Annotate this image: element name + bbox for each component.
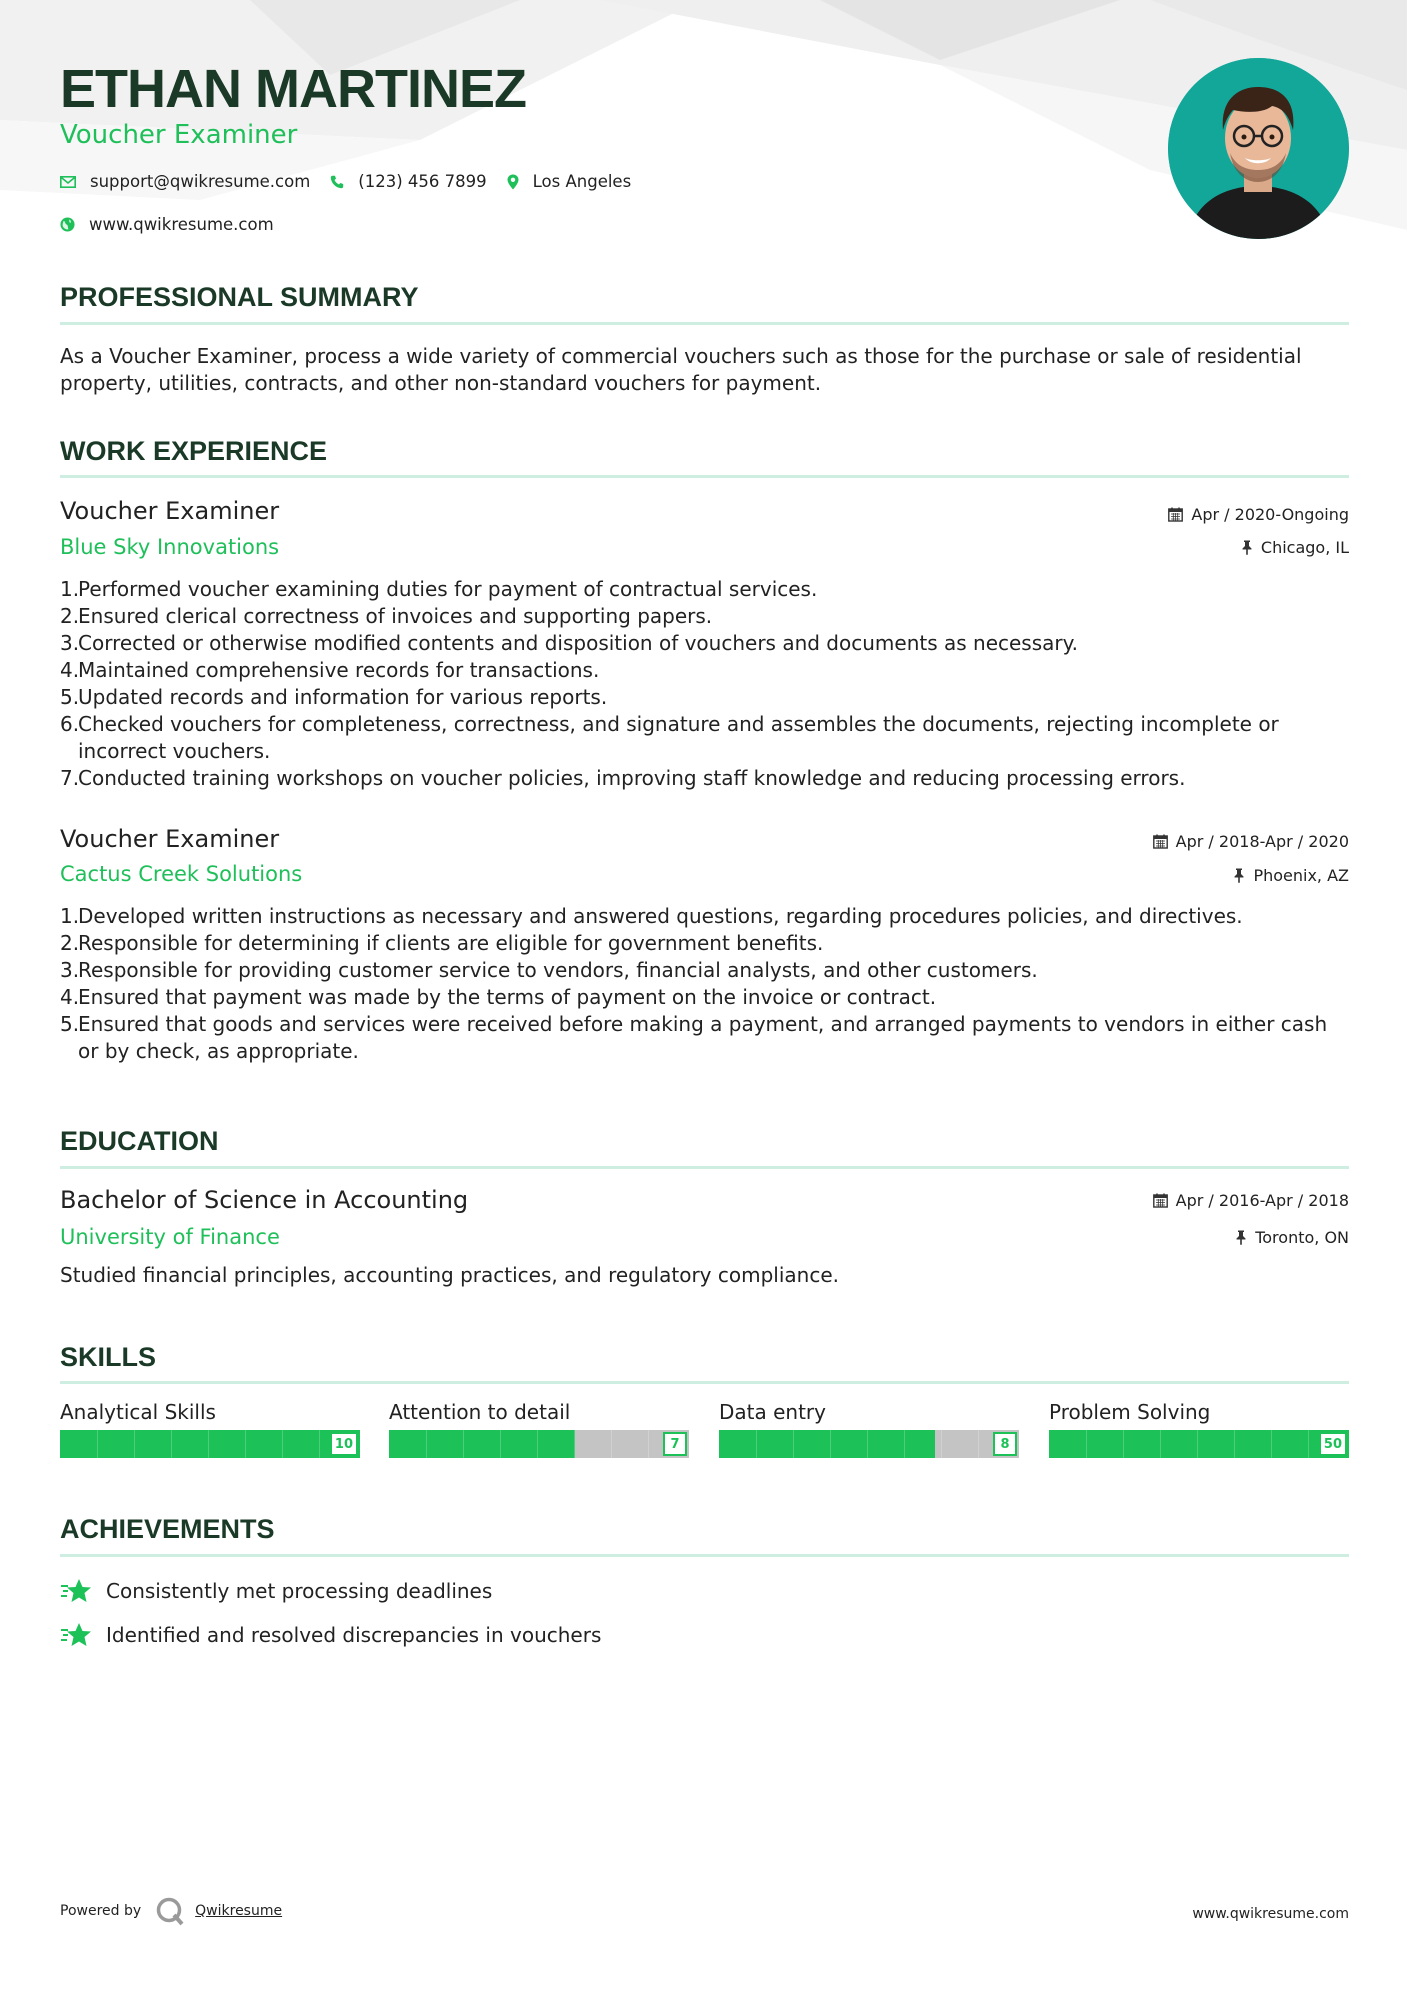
skill-bar-segment <box>1234 1430 1235 1458</box>
achievement-text: Consistently met processing deadlines <box>106 1579 493 1603</box>
list-item: 4. Maintained comprehensive records for transactions. <box>60 658 600 682</box>
list-item: 7. Conducted training workshops on voucher policies, improving staff knowledge and reducing processing errors. <box>60 766 1186 790</box>
email-text: support@qwikresume.com <box>90 172 311 191</box>
job-location <box>1233 866 1349 885</box>
list-item: 4. Ensured that payment was made by the terms of payment on the invoice or contract. <box>60 985 937 1009</box>
skills-heading: SKILLS <box>60 1342 157 1372</box>
skill-bar-segment <box>648 1430 649 1458</box>
education-location-text: Toronto, ON <box>1255 1228 1349 1247</box>
skill-bar-segment <box>537 1430 538 1458</box>
list-item: 2. Responsible for determining if clients are eligible for government benefits. <box>60 931 824 955</box>
list-item: 5. Ensured that goods and services were received before making a payment, and arranged payments to vendors in either cash or by check, as appropriate. <box>60 1012 1328 1063</box>
skill-bar-segment <box>867 1430 868 1458</box>
candidate-title: Voucher Examiner <box>60 120 298 150</box>
education-heading: EDUCATION <box>60 1126 219 1156</box>
skill-bar-segment <box>830 1430 831 1458</box>
achievements-heading: ACHIEVEMENTS <box>60 1514 275 1544</box>
skill-value: 10 <box>330 1432 358 1456</box>
job-title: Voucher Examiner <box>60 825 280 853</box>
star-icon <box>60 1577 92 1605</box>
section-divider <box>60 1554 1349 1557</box>
resume-page <box>60 0 1349 1990</box>
skill-bar-segment <box>463 1430 464 1458</box>
skill-bar-segment <box>611 1430 612 1458</box>
skill-value: 50 <box>1319 1432 1347 1456</box>
qwikresume-logo-icon <box>155 1896 185 1926</box>
degree-title: Bachelor of Science in Accounting <box>60 1186 469 1214</box>
list-item: 2. Ensured clerical correctness of invoices and supporting papers. <box>60 604 713 628</box>
list-item: 1. Performed voucher examining duties for payment of contractual services. <box>60 577 818 601</box>
job-location-text: Chicago, IL <box>1260 538 1349 557</box>
skill-bar <box>389 1430 689 1458</box>
footer-website[interactable]: www.qwikresume.com <box>1192 1906 1349 1922</box>
skill-bar-segment <box>978 1430 979 1458</box>
location-text: Los Angeles <box>532 172 632 191</box>
map-pin-icon <box>507 174 519 190</box>
star-icon <box>60 1621 92 1649</box>
section-divider <box>60 475 1349 478</box>
section-divider <box>60 1166 1349 1169</box>
skill-bar-segment <box>245 1430 246 1458</box>
phone-text: (123) 456 7899 <box>358 172 487 191</box>
skill-bar-segment <box>1271 1430 1272 1458</box>
powered-by-text: Powered by <box>60 1903 142 1919</box>
skill-bar-segment <box>904 1430 905 1458</box>
job-title: Voucher Examiner <box>60 497 280 525</box>
skill-label: Analytical Skills <box>60 1400 216 1424</box>
skill-bar-segment <box>97 1430 98 1458</box>
calendar-icon <box>1168 507 1183 522</box>
skill-bar-segment <box>793 1430 794 1458</box>
summary-heading: PROFESSIONAL SUMMARY <box>60 282 419 312</box>
globe-icon <box>60 217 75 232</box>
skill-bar-segment <box>1086 1430 1087 1458</box>
skill-bar-segment <box>426 1430 427 1458</box>
experience-heading: WORK EXPERIENCE <box>60 436 328 466</box>
section-divider <box>60 1381 1349 1384</box>
skill-bar <box>719 1430 1019 1458</box>
skill-bar <box>60 1430 360 1458</box>
skill-bar-segment <box>574 1430 575 1458</box>
skill-bar-segment <box>208 1430 209 1458</box>
skill-bar <box>1049 1430 1349 1458</box>
pushpin-icon <box>1233 868 1245 883</box>
calendar-icon <box>1153 834 1168 849</box>
job-location-text: Phoenix, AZ <box>1253 866 1349 885</box>
skill-bar-segment <box>319 1430 320 1458</box>
company-name: Cactus Creek Solutions <box>60 862 303 886</box>
skill-label: Attention to detail <box>389 1400 571 1424</box>
education-dates <box>1153 1191 1349 1210</box>
calendar-icon <box>1153 1193 1168 1208</box>
list-item: 3. Responsible for providing customer service to vendors, financial analysts, and other customers. <box>60 958 1038 982</box>
education-location <box>1235 1228 1349 1247</box>
skill-bar-segment <box>171 1430 172 1458</box>
job-duties-list <box>60 576 1349 792</box>
skill-bar-fill <box>389 1430 575 1458</box>
achievement-text: Identified and resolved discrepancies in vouchers <box>106 1623 602 1647</box>
education-dates-text: Apr / 2016-Apr / 2018 <box>1175 1191 1349 1210</box>
envelope-icon <box>60 176 76 188</box>
skill-bar-segment <box>1160 1430 1161 1458</box>
list-item: 3. Corrected or otherwise modified contents and disposition of vouchers and documents as necessary. <box>60 631 1078 655</box>
skill-bar-segment <box>941 1430 942 1458</box>
skill-bar-segment <box>134 1430 135 1458</box>
skill-label: Data entry <box>719 1400 826 1424</box>
achievement-item <box>60 1621 601 1649</box>
section-divider <box>60 322 1349 325</box>
skill-bar-segment <box>282 1430 283 1458</box>
list-item: 5. Updated records and information for various reports. <box>60 685 608 709</box>
skill-label: Problem Solving <box>1049 1400 1211 1424</box>
skill-bar-segment <box>1123 1430 1124 1458</box>
skill-bar-fill <box>1049 1430 1349 1458</box>
job-location <box>1241 538 1349 557</box>
skill-value: 7 <box>663 1432 687 1456</box>
candidate-name: ETHAN MARTINEZ <box>60 59 526 119</box>
phone-icon <box>330 175 344 189</box>
profile-photo <box>1168 58 1349 239</box>
contact-website[interactable] <box>60 215 294 234</box>
job-dates <box>1153 832 1349 851</box>
pushpin-icon <box>1241 540 1253 555</box>
education-description: Studied financial principles, accounting practices, and regulatory compliance. <box>60 1263 839 1287</box>
company-name: Blue Sky Innovations <box>60 535 280 559</box>
skill-bar-fill <box>60 1430 360 1458</box>
job-dates-text: Apr / 2020-Ongoing <box>1191 505 1349 524</box>
skill-bar-segment <box>500 1430 501 1458</box>
job-dates-text: Apr / 2018-Apr / 2020 <box>1175 832 1349 851</box>
school-name: University of Finance <box>60 1225 280 1249</box>
job-dates <box>1168 505 1349 524</box>
website-text: www.qwikresume.com <box>89 215 274 234</box>
contact-phone[interactable] <box>330 172 486 191</box>
achievement-item <box>60 1577 492 1605</box>
list-item: 1. Developed written instructions as necessary and answered questions, regarding procedures policies, and directives. <box>60 904 1243 928</box>
contact-row <box>60 172 651 191</box>
skill-bar-fill <box>719 1430 935 1458</box>
job-duties-list <box>60 903 1349 1065</box>
summary-text: As a Voucher Examiner, process a wide variety of commercial vouchers such as those for the purchase or sale of residential property, utilities, contracts, and other non-standard vouchers for payment. <box>60 344 1302 395</box>
list-item: 6. Checked vouchers for completeness, correctness, and signature and assembles the documents, rejecting incomplete or incorrect vouchers. <box>60 712 1279 763</box>
qwikresume-link[interactable]: Qwikresume <box>195 1903 283 1919</box>
skill-bar-segment <box>1197 1430 1198 1458</box>
footer-powered-by <box>60 1896 282 1926</box>
contact-location <box>507 172 632 191</box>
skill-value: 8 <box>993 1432 1017 1456</box>
contact-email[interactable] <box>60 172 310 191</box>
pushpin-icon <box>1235 1230 1247 1245</box>
skill-bar-segment <box>1308 1430 1309 1458</box>
skill-bar-segment <box>756 1430 757 1458</box>
